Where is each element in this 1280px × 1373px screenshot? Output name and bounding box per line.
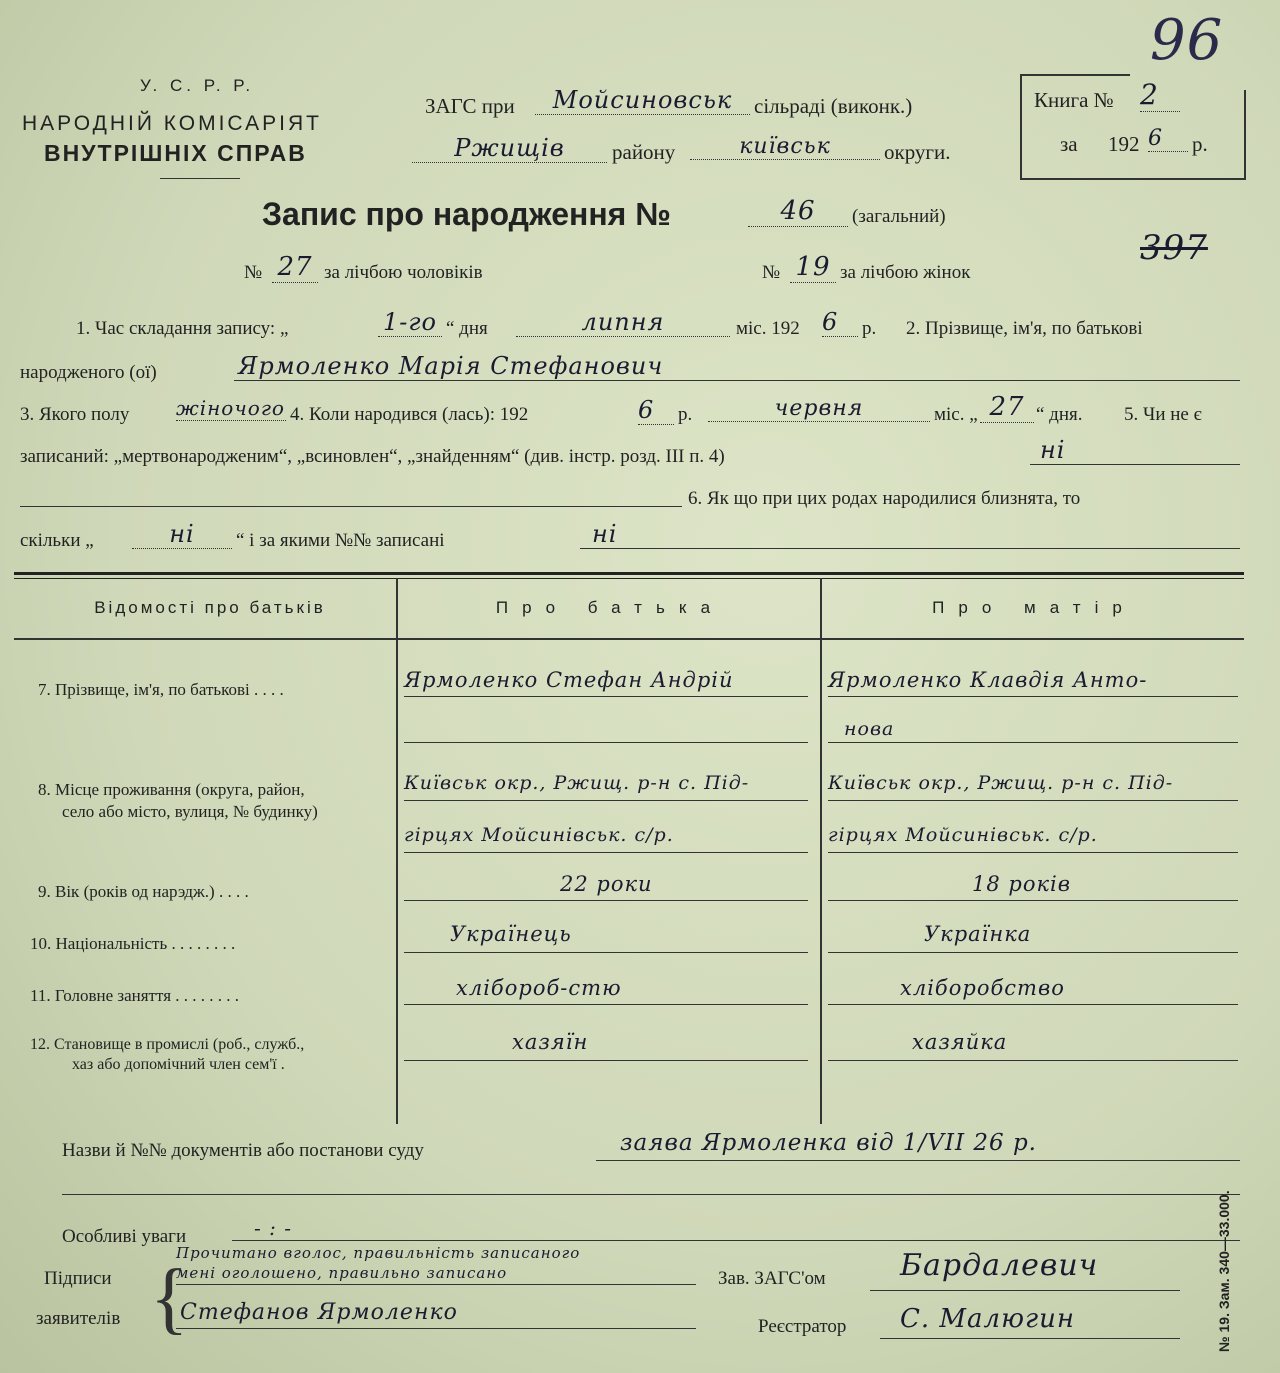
field4-year-digit: 6 [638,396,674,425]
row7-mother: Ярмоленко Клавдія Анто- [828,668,1148,692]
row8-mother2: гірцях Мойсинівськ. с/р. [828,824,1098,846]
applicant-line2 [176,1328,696,1329]
field5-line [1030,464,1240,465]
field4-day-end: “ дня. [1036,404,1083,425]
field6-label: 6. Як що при цих родах народилися близнята, то [688,488,1081,509]
zags-village-suffix: сільраді (виконк.) [754,94,913,118]
field2-label2: народженого (ої) [20,362,157,383]
row11-father: хлібороб-стю [456,976,622,1000]
row7-mother-line [828,696,1238,697]
field5-line2 [20,506,682,507]
row8-mother-line [828,800,1238,801]
commissariat-line1: НАРОДНІЙ КОМІСАРІЯТ [22,112,322,135]
row12-label: 12. Становище в промислі (роб., служб., [30,1036,305,1053]
notes-label: Особливі уваги [62,1226,187,1247]
head-signature: Бардалевич [900,1248,1099,1283]
book-box-top [1020,74,1130,76]
documents-value: заява Ярмоленка від 1/VII 26 р. [620,1130,1037,1156]
row9-label: 9. Вік (років од нарэдж.) . . . . [38,882,249,901]
row7-label: 7. Прізвище, ім'я, по батькові . . . . [38,680,284,699]
row10-mother-line [828,952,1238,953]
row7-father-line [404,696,808,697]
row11-father-line [404,1004,808,1005]
table-col-divider2 [820,578,822,1124]
book-year-suffix: р. [1192,132,1208,156]
book-number: 2 [1140,78,1180,112]
field6-value2: ні [592,520,618,548]
field3-label: 3. Якого полу [20,404,130,425]
row10-mother: Українка [924,922,1032,946]
notes-line [232,1240,1240,1241]
documents-label: Назви й №№ документів або постанови суду [62,1140,424,1161]
record-general-label: (загальний) [852,206,946,227]
applicant-text1: Прочитано вголос, правильність записаного [176,1244,581,1262]
zags-okrug: київськ [690,134,880,160]
commissariat-line2: ВНУТРІШНІХ СПРАВ [44,140,307,166]
table-header-mother: Про матір [932,598,1136,617]
record-number: 46 [748,196,848,227]
field2-value: Ярмоленко Марія Стефанович [238,352,664,380]
row12-father: хазяїн [512,1030,589,1054]
row8-father-line [404,800,808,801]
table-header-father: Про батька [495,598,725,617]
applicant-text2: мені оголошено, правильно записано [176,1264,508,1282]
field6-line [580,548,1240,549]
row10-father-line [404,952,808,953]
field5-label2: записаний: „мертвонародженим“, „всиновлен“, „знайденням“ (див. інстр. розд. III п. 4) [20,446,725,467]
row8-mother: Київськ окр., Ржищ. р-н с. Під- [828,772,1174,794]
field1-end: р. [862,318,877,339]
women-number: 19 [790,252,836,283]
field4-label: 4. Коли народився (лась): 192 [290,404,529,425]
field2-label: 2. Прізвище, ім'я, по батькові [906,318,1143,339]
signatures-brace: { [150,1254,189,1342]
republic-label: У. С. Р. Р. [140,76,255,95]
row11-mother-line [828,1004,1238,1005]
field1-day: 1-го [378,308,442,337]
row7-mother2: нова [844,718,895,740]
zags-okrug-label: округи. [884,140,951,164]
applicant-line1 [176,1284,696,1285]
signatures-label2: заявителів [36,1308,121,1329]
row10-label: 10. Національність . . . . . . . . [30,934,236,953]
row12-mother-line [828,1060,1238,1061]
row9-father-line [404,900,808,901]
book-box-right [1244,90,1246,178]
table-col-divider1 [396,578,398,1124]
applicant-signature: Стефанов Ярмоленко [180,1300,458,1325]
row8-father2: гірцях Мойсинівськ. с/р. [404,824,674,846]
row12-label2: хаз або допомічний член сем'ї . [72,1056,285,1073]
table-top-rule [14,572,1244,575]
zags-district: Ржищів [412,134,607,163]
row7-father: Ярмоленко Стефан Андрій [404,668,734,692]
head-label: Зав. ЗАГС'ом [718,1268,826,1289]
field5-value: ні [1040,436,1066,464]
record-side-number: 397 [1140,228,1208,268]
registrar-line [880,1338,1180,1339]
field6-mid: “ і за якими №№ записані [236,530,445,551]
field4-month: червня [708,396,930,422]
men-number: 27 [272,252,318,283]
row11-label: 11. Головне заняття . . . . . . . . [30,986,240,1005]
field2-line [234,380,1240,381]
row11-mother: хліборобство [900,976,1065,1000]
row10-father: Українець [450,922,572,946]
field1-month: липня [516,308,730,337]
book-year: 192 [1108,132,1140,156]
head-line [870,1290,1180,1291]
women-number-label: за лічбою жінок [840,262,971,283]
book-year-digit: 6 [1148,126,1188,152]
book-box-bottom [1020,178,1246,180]
record-title: Запис про народження № [262,196,671,232]
documents-line2 [62,1194,1240,1195]
book-year-prefix: за [1060,132,1078,156]
documents-line [596,1160,1240,1161]
row8-father: Київськ окр., Ржищ. р-н с. Під- [404,772,750,794]
field6-label2: скільки „ [20,530,94,551]
field4-r: р. [678,404,693,425]
field1-year-label: міс. 192 [736,318,800,339]
field4-mis: міс. „ [934,404,978,425]
book-box-left [1020,74,1022,178]
field3-value: жіночого [176,396,285,420]
row9-father: 22 роки [560,872,653,896]
field5-label: 5. Чи не є [1124,404,1202,425]
field1-mid: “ дня [446,318,488,339]
row8-label2: село або місто, вулиця, № будинку) [62,802,318,821]
field1-label: 1. Час складання запису: „ [76,318,289,339]
header-divider [160,178,240,179]
table-top-rule2 [14,578,1244,579]
row9-mother-line [828,900,1238,901]
signatures-label: Підписи [44,1268,112,1289]
table-header-info: Відомості про батьків [94,598,326,617]
field6-value: ні [132,520,232,549]
men-number-prefix: № [244,262,263,283]
row8-label: 8. Місце проживання (округа, район, [38,780,305,799]
row8-mother-line2 [828,852,1238,853]
field1-year-digit: 6 [822,308,858,337]
row12-father-line [404,1060,808,1061]
row8-father-line2 [404,852,808,853]
registrar-signature: С. Малюгин [900,1304,1076,1334]
zags-prefix: ЗАГС при [425,94,515,118]
archive-number: 96 [1150,8,1224,73]
women-number-prefix: № [762,262,781,283]
notes-value: - : - [254,1216,292,1240]
book-label: Книга № [1034,88,1114,112]
row12-mother: хазяйка [912,1030,1008,1054]
row9-mother: 18 років [972,872,1071,896]
row7-father-line2 [404,742,808,743]
men-number-label: за лічбою чоловіків [324,262,483,283]
field4-day: 27 [980,392,1034,423]
table-header-rule [14,638,1244,640]
side-print-text: № 19. Зам. 340—33.000. [1216,1190,1232,1352]
zags-district-label: району [612,140,676,164]
registrar-label: Реєстратор [758,1316,847,1337]
zags-village: Мойсиновськ [535,86,750,115]
row7-mother-line2 [828,742,1238,743]
